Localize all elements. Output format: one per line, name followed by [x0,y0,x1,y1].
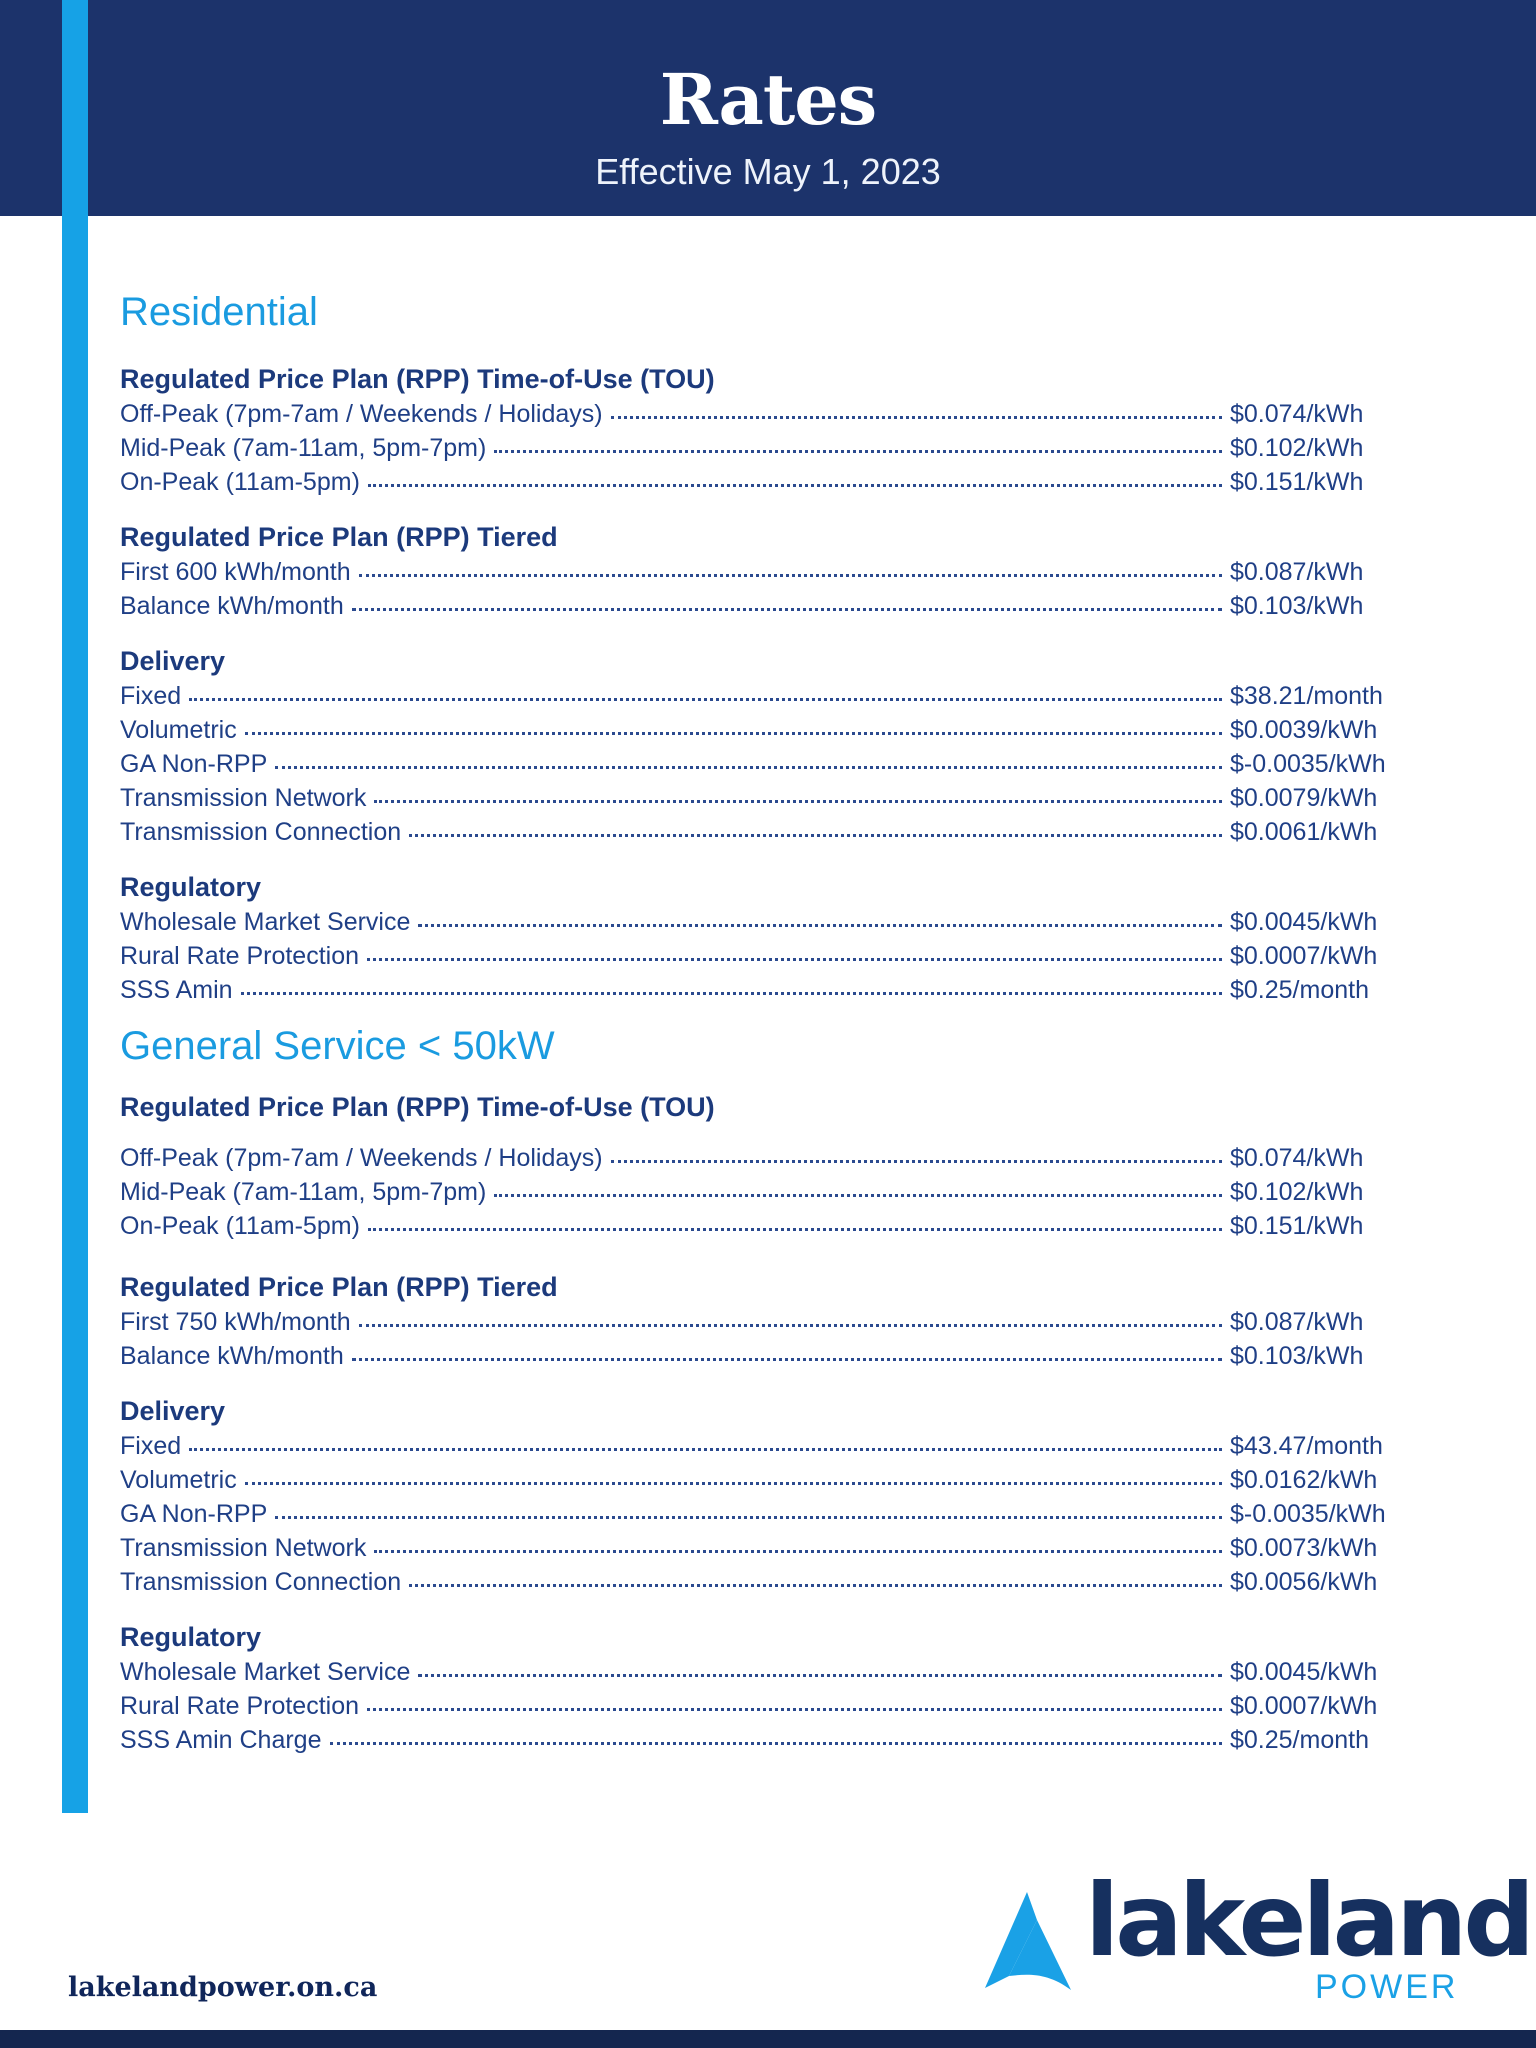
rate-value: $0.0061/kWh [1230,818,1378,846]
rate-row [120,1144,1410,1178]
dot-leader [245,732,1222,735]
group-title-regulatory: Regulatory [120,872,262,902]
rate-value: $0.074/kWh [1230,1144,1364,1172]
dot-leader [611,416,1222,419]
rate-label: GA Non-RPP [120,1500,268,1528]
rate-label: Mid-Peak (7am-11am, 5pm-7pm) [120,434,487,462]
rate-label: Transmission Connection [120,1568,402,1596]
rate-row [120,1726,1410,1760]
dot-leader [359,1324,1222,1327]
rate-label: On-Peak (11am-5pm) [120,468,360,496]
rate-label: Rural Rate Protection [120,1692,360,1720]
rate-label: Off-Peak (7pm-7am / Weekends / Holidays) [120,1144,603,1172]
dot-leader [189,1448,1222,1451]
rate-label: Transmission Network [120,784,367,812]
rate-label: Rural Rate Protection [120,942,360,970]
dot-leader [359,574,1222,577]
rate-label: Volumetric [120,1466,237,1494]
section-title-residential: Residential [120,290,318,334]
group-title-tiered: Regulated Price Plan (RPP) Tiered [120,522,558,552]
page-subtitle: Effective May 1, 2023 [595,151,941,192]
rate-label: Fixed [120,1432,182,1460]
lakeland-power-logo [975,1862,1531,2010]
rate-row [120,592,1410,626]
rate-value: $-0.0035/kWh [1230,1500,1386,1528]
rate-label: Fixed [120,682,182,710]
rate-label: Balance kWh/month [120,592,344,620]
rate-value: $0.103/kWh [1230,1342,1364,1370]
dot-leader [368,1228,1222,1231]
group-title-tou: Regulated Price Plan (RPP) Time-of-Use (TOU) [120,364,715,394]
group-title-regulatory: Regulatory [120,1622,262,1652]
rate-row [120,818,1410,852]
rate-value: $0.0079/kWh [1230,784,1378,812]
rate-row [120,1178,1410,1212]
rate-row [120,400,1410,434]
rate-row [120,1212,1410,1246]
rate-label: First 600 kWh/month [120,558,351,586]
dot-leader [275,1516,1222,1519]
rate-row [120,784,1410,818]
rate-value: $-0.0035/kWh [1230,750,1386,778]
rate-row [120,750,1410,784]
dot-leader [494,450,1222,453]
rate-label: GA Non-RPP [120,750,268,778]
rate-row [120,1342,1410,1376]
dot-leader [611,1160,1222,1163]
dot-leader [418,924,1222,927]
dot-leader [330,1742,1223,1745]
group-title-tou: Regulated Price Plan (RPP) Time-of-Use (TOU) [120,1092,715,1122]
dot-leader [367,958,1222,961]
dot-leader [275,766,1222,769]
rate-value: $0.0007/kWh [1230,942,1378,970]
rate-label: Transmission Connection [120,818,402,846]
rate-value: $0.103/kWh [1230,592,1364,620]
rate-row [120,976,1410,1010]
rate-value: $0.25/month [1230,1726,1369,1754]
dot-leader [189,698,1222,701]
dot-leader [418,1674,1222,1677]
rate-row [120,1568,1410,1602]
section-title-general-service: General Service < 50kW [120,1024,555,1068]
rate-row [120,558,1410,592]
rate-value: $0.0039/kWh [1230,716,1378,744]
rate-value: $0.151/kWh [1230,1212,1364,1240]
dot-leader [374,800,1222,803]
rate-label: SSS Amin Charge [120,1726,322,1754]
rate-label: Mid-Peak (7am-11am, 5pm-7pm) [120,1178,487,1206]
rate-value: $0.0045/kWh [1230,908,1378,936]
rate-value: $0.0073/kWh [1230,1534,1378,1562]
rate-row [120,908,1410,942]
rate-label: Volumetric [120,716,237,744]
rate-value: $0.074/kWh [1230,400,1364,428]
group-title-delivery: Delivery [120,646,226,676]
group-title-tiered: Regulated Price Plan (RPP) Tiered [120,1272,558,1302]
rate-value: $0.0045/kWh [1230,1658,1378,1686]
rate-label: Off-Peak (7pm-7am / Weekends / Holidays) [120,400,603,428]
rate-value: $0.087/kWh [1230,558,1364,586]
rate-row [120,1500,1410,1534]
dot-leader [352,608,1222,611]
group-title-delivery: Delivery [120,1396,226,1426]
dot-leader [494,1194,1222,1197]
rate-row [120,716,1410,750]
footer-bar [0,2030,1536,2048]
header-banner [0,0,1536,216]
rate-value: $38.21/month [1230,682,1383,710]
website-link[interactable]: lakelandpower.on.ca [68,1972,378,2003]
rate-value: $0.087/kWh [1230,1308,1364,1336]
rate-value: $0.0056/kWh [1230,1568,1378,1596]
rate-label: SSS Amin [120,976,233,1004]
accent-bar [62,0,88,1813]
rate-row [120,434,1410,468]
rate-value: $43.47/month [1230,1432,1383,1460]
rate-label: Wholesale Market Service [120,1658,411,1686]
rate-row [120,1308,1410,1342]
dot-leader [368,484,1222,487]
rate-value: $0.102/kWh [1230,1178,1364,1206]
logo-subtext: POWER [1315,1968,1459,2006]
rate-row [120,1432,1410,1466]
rate-row [120,1466,1410,1500]
rate-label: Transmission Network [120,1534,367,1562]
rate-label: Wholesale Market Service [120,908,411,936]
dot-leader [409,1584,1222,1587]
rate-label: First 750 kWh/month [120,1308,351,1336]
mountain-sail-icon [975,1880,1085,2000]
rate-value: $0.151/kWh [1230,468,1364,496]
dot-leader [374,1550,1222,1553]
dot-leader [245,1482,1222,1485]
rate-row [120,682,1410,716]
dot-leader [241,992,1222,995]
rate-row [120,1658,1410,1692]
dot-leader [409,834,1222,837]
rate-row [120,1692,1410,1726]
rate-value: $0.25/month [1230,976,1369,1004]
dot-leader [352,1358,1222,1361]
rate-label: On-Peak (11am-5pm) [120,1212,360,1240]
page-title: Rates [659,58,877,141]
rate-label: Balance kWh/month [120,1342,344,1370]
rate-value: $0.102/kWh [1230,434,1364,462]
rate-row [120,942,1410,976]
rate-value: $0.0007/kWh [1230,1692,1378,1720]
rate-row [120,1534,1410,1568]
logo-wordmark: lakeland [1085,1862,1531,1979]
dot-leader [367,1708,1222,1711]
rate-value: $0.0162/kWh [1230,1466,1378,1494]
rate-row [120,468,1410,502]
